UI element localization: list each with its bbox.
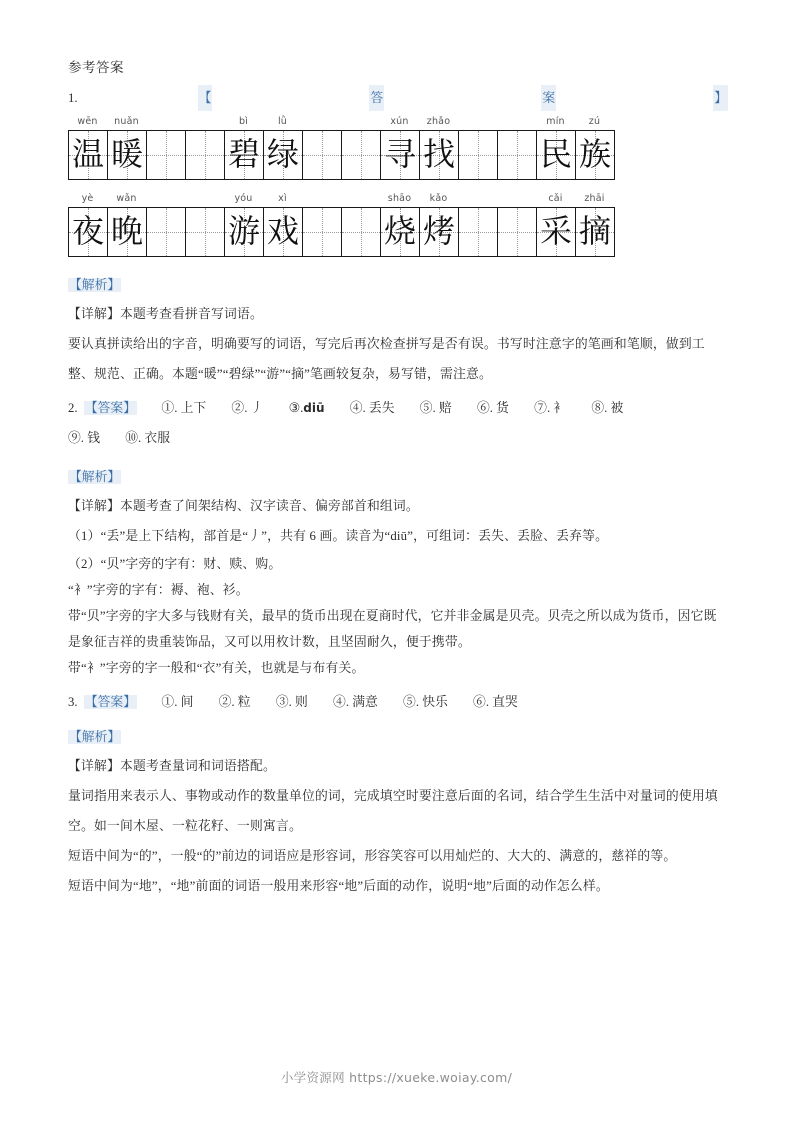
pinyin-label — [497, 113, 536, 130]
answer-item: ②. 粒 — [218, 695, 251, 709]
grid-character: 采 — [539, 212, 572, 250]
question-3-detail-line — [68, 751, 728, 781]
analysis-tag: 【解析】 — [69, 278, 121, 292]
question-2-number: 2. — [68, 401, 78, 415]
page-title: 参考答案 — [68, 60, 124, 75]
grid-cell — [498, 131, 537, 180]
question-3-paragraph: 短语中间为“地”，“地”前面的词语一般用来形容“地”后面的动作，说明“地”后面的动作怎么样。 — [68, 879, 609, 893]
grid-cell — [537, 208, 576, 257]
pinyin-label: wēn — [77, 116, 98, 127]
grid-character — [459, 131, 497, 179]
answer-item: ⑩. 衣服 — [125, 431, 170, 445]
grid-cell — [147, 208, 186, 257]
pinyin-label: zhǎo — [426, 116, 451, 127]
character-cells-row-2 — [68, 207, 615, 257]
grid-character — [186, 131, 224, 179]
pinyin-label: wǎn — [116, 193, 137, 204]
grid-cell — [69, 131, 108, 180]
footer-watermark: 小学资源网 https://xueke.woiay.com/ — [280, 1070, 513, 1085]
pinyin-label: nuǎn — [114, 116, 139, 127]
question-2-paragraph: 带“衤”字旁的字一般和“衣”有关，也就是与布有关。 — [68, 661, 365, 675]
answer-item: ④. 满意 — [333, 695, 378, 709]
grid-cell — [459, 131, 498, 180]
grid-character: 夜 — [71, 212, 104, 250]
pinyin-label: cǎi — [548, 193, 563, 204]
analysis-tag: 【解析】 — [69, 470, 121, 484]
question-2-paragraph: “衤”字旁的字有：褥、袍、衫。 — [68, 583, 249, 597]
grid-character: 碧 — [227, 135, 260, 173]
question-1-paragraph: 要认真拼读给出的字音，明确要写的词语，写完后再次检查拼写是否有误。书写时注意字的笔画和笔顺，做到工整、规范、正确。本题“暖”“碧绿”“游”“摘”笔画较复杂，易写错，需注意。 — [68, 337, 705, 381]
answer-item-pinyin: diū — [303, 401, 325, 415]
question-2-paragraph: （1）“丢”是上下结构，部首是“丿”，共有 6 画。读音为“diū”，可组词：丢失、丢脸、丢弃等。 — [68, 529, 609, 543]
pinyin-label — [185, 190, 224, 207]
pinyin-label — [497, 190, 536, 207]
answer-item: ⑧. 被 — [591, 401, 624, 415]
pinyin-grid-row-1 — [68, 113, 728, 180]
grid-cell — [537, 131, 576, 180]
grid-cell — [342, 208, 381, 257]
answer-item: ⑦. 衤 — [534, 401, 567, 415]
answer-item: ⑨. 钱 — [68, 431, 100, 445]
detail-text: 本题考查了间架结构、汉字读音、偏旁部首和组词。 — [120, 499, 419, 513]
grid-cell — [420, 208, 459, 257]
question-1-analysis-label-line — [68, 271, 728, 299]
grid-cell — [303, 208, 342, 257]
pinyin-label: zú — [588, 116, 601, 127]
grid-character: 找 — [422, 135, 455, 173]
grid-character: 游 — [227, 212, 260, 250]
pinyin-label — [302, 190, 341, 207]
answer-char-an: 案 — [541, 85, 556, 111]
detail-label: 【详解】 — [68, 307, 120, 321]
grid-character: 烤 — [422, 212, 455, 250]
grid-cell — [147, 131, 186, 180]
grid-cell — [264, 208, 303, 257]
question-3-paragraph: 量词指用来表示人、事物或动作的数量单位的词，完成填空时要注意后面的名词，结合学生生活中对量词的使用填空。如一间木屋、一粒花籽、一则寓言。 — [68, 789, 718, 833]
grid-character: 晚 — [110, 212, 143, 250]
grid-character — [147, 131, 185, 179]
question-3-answer-line — [68, 687, 728, 717]
pinyin-label — [341, 190, 380, 207]
grid-character — [303, 131, 341, 179]
pinyin-label: yóu — [234, 193, 253, 204]
grid-cell — [381, 208, 420, 257]
grid-cell — [108, 208, 147, 257]
answer-label-spread — [78, 85, 728, 111]
grid-character: 暖 — [110, 135, 143, 173]
pinyin-label — [302, 113, 341, 130]
pinyin-label: xì — [278, 193, 287, 204]
grid-cell — [459, 208, 498, 257]
pinyin-label — [458, 190, 497, 207]
question-2-analysis-label-line — [68, 463, 728, 491]
question-1-answer-line — [68, 85, 728, 111]
pinyin-label — [146, 190, 185, 207]
grid-character: 民 — [539, 135, 572, 173]
pinyin-label — [341, 113, 380, 130]
analysis-tag: 【解析】 — [69, 730, 121, 744]
grid-cell — [225, 208, 264, 257]
pinyin-label — [458, 113, 497, 130]
pinyin-label: xún — [390, 116, 409, 127]
grid-character: 戏 — [266, 212, 299, 250]
question-1-number: 1. — [68, 91, 78, 105]
answer-bracket-open: 【 — [198, 85, 213, 111]
answer-item: ④. 丢失 — [349, 401, 395, 415]
grid-character — [498, 131, 536, 179]
question-3-paragraph: 短语中间为“的”，一般“的”前边的词语应是形容词，形容笑容可以用灿烂的、大大的、满意的，慈祥的等。 — [68, 849, 677, 863]
grid-cell — [303, 131, 342, 180]
pinyin-labels-row-2 — [68, 190, 728, 207]
document-content — [68, 58, 728, 901]
pinyin-label — [185, 113, 224, 130]
answer-item: ⑤. 赔 — [419, 401, 452, 415]
grid-character: 温 — [71, 135, 104, 173]
answer-item: ⑤. 快乐 — [403, 695, 448, 709]
grid-cell — [576, 208, 615, 257]
grid-character — [342, 131, 380, 179]
answer-tag: 【答案】 — [84, 401, 136, 415]
pinyin-label: mín — [546, 116, 565, 127]
question-3-number: 3. — [68, 695, 78, 709]
grid-character — [303, 208, 341, 256]
answer-item: ⑥. 货 — [476, 401, 509, 415]
grid-character: 绿 — [266, 135, 299, 173]
grid-cell — [420, 131, 459, 180]
question-2-detail-line — [68, 491, 728, 521]
grid-cell — [69, 208, 108, 257]
answer-item-number: ③. — [288, 401, 304, 415]
question-3-analysis-label-line — [68, 723, 728, 751]
grid-cell — [381, 131, 420, 180]
grid-character: 族 — [578, 135, 611, 173]
answer-item: ①. 间 — [161, 695, 194, 709]
grid-character — [459, 208, 497, 256]
grid-cell — [498, 208, 537, 257]
grid-character — [186, 208, 224, 256]
pinyin-grid-row-2 — [68, 190, 728, 257]
grid-cell — [342, 131, 381, 180]
character-cells-row-1 — [68, 130, 615, 180]
answer-item: ①. 上下 — [161, 401, 207, 415]
answer-item — [289, 393, 325, 423]
pinyin-label: lǜ — [277, 116, 288, 127]
pinyin-label: bì — [238, 116, 249, 127]
grid-character: 烧 — [383, 212, 416, 250]
pinyin-label — [146, 113, 185, 130]
answer-item: ②. 丿 — [231, 401, 264, 415]
question-2-paragraph: 带“贝”字旁的字大多与钱财有关，最早的货币出现在夏商时代，它并非金属是贝壳。贝壳之所以成为货币，因它既是象征吉祥的贵重装饰品，又可以用枚计数，且坚固耐久，便于携带。 — [68, 609, 717, 649]
answer-item: ⑥. 直哭 — [473, 695, 518, 709]
detail-label: 【详解】 — [68, 499, 120, 513]
question-2-answer-line-continued — [68, 423, 728, 453]
pinyin-label: shāo — [387, 193, 412, 204]
detail-label: 【详解】 — [68, 759, 120, 773]
question-2-answer-line — [68, 393, 728, 423]
grid-character — [342, 208, 380, 256]
detail-text: 本题考查量词和词语搭配。 — [120, 759, 276, 773]
pinyin-labels-row-1 — [68, 113, 728, 130]
grid-cell — [186, 208, 225, 257]
grid-character: 寻 — [383, 135, 416, 173]
pinyin-label: yè — [81, 193, 94, 204]
question-1-detail-line — [68, 299, 728, 329]
grid-cell — [225, 131, 264, 180]
answer-bracket-close: 】 — [713, 85, 728, 111]
grid-character: 摘 — [578, 212, 611, 250]
pinyin-label: kǎo — [429, 193, 448, 204]
detail-text: 本题考查看拼音写词语。 — [120, 307, 263, 321]
question-2-paragraph: （2）“贝”字旁的字有：财、赎、购。 — [68, 557, 282, 571]
grid-cell — [108, 131, 147, 180]
grid-cell — [264, 131, 303, 180]
pinyin-label: zhāi — [584, 193, 605, 204]
answer-tag: 【答案】 — [84, 695, 136, 709]
answer-item: ③. 则 — [275, 695, 308, 709]
grid-cell — [576, 131, 615, 180]
grid-character — [498, 208, 536, 256]
answer-char-da: 答 — [369, 85, 384, 111]
grid-character — [147, 208, 185, 256]
grid-cell — [186, 131, 225, 180]
